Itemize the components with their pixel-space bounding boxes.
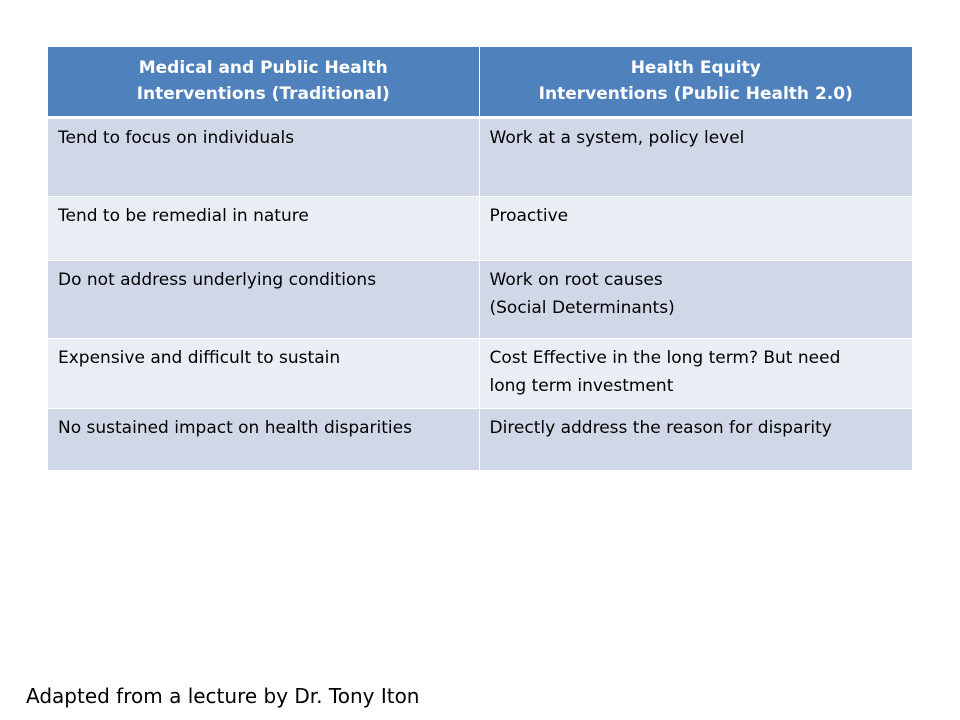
cell-text: (Social Determinants) (489, 297, 675, 318)
header-health-equity-interventions (479, 47, 912, 117)
header-line: Health Equity (630, 58, 761, 78)
table-row (48, 408, 912, 470)
cell-text: Proactive (489, 205, 569, 226)
cell-text: Cost Effective in the long term? But need (489, 347, 841, 368)
comparison-table (48, 47, 912, 470)
equity-cell (479, 260, 912, 338)
cell-text: long term investment (489, 375, 674, 396)
equity-cell (479, 117, 912, 196)
traditional-cell (48, 196, 479, 260)
traditional-cell (48, 408, 479, 470)
header-line: Medical and Public Health (138, 58, 388, 78)
equity-cell (479, 196, 912, 260)
cell-text: No sustained impact on health disparities (58, 417, 412, 438)
cell-text: Work on root causes (489, 269, 663, 290)
source-credit: Adapted from a lecture by Dr. Tony Iton (26, 684, 420, 708)
table-row (48, 338, 912, 408)
cell-text: Tend to be remedial in nature (58, 205, 309, 226)
traditional-cell (48, 338, 479, 408)
cell-text: Do not address underlying conditions (58, 269, 377, 290)
cell-text: Work at a system, policy level (489, 127, 745, 148)
table-header-row (48, 47, 912, 117)
header-line: Interventions (Traditional) (136, 84, 390, 104)
header-traditional-interventions (48, 47, 479, 117)
table-row (48, 117, 912, 196)
equity-cell (479, 338, 912, 408)
cell-text: Directly address the reason for disparity (489, 417, 832, 438)
cell-text: Expensive and difficult to sustain (58, 347, 341, 368)
table-row (48, 196, 912, 260)
cell-text: Tend to focus on individuals (58, 127, 295, 148)
header-line: Interventions (Public Health 2.0) (538, 84, 853, 104)
table-row (48, 260, 912, 338)
traditional-cell (48, 117, 479, 196)
traditional-cell (48, 260, 479, 338)
equity-cell (479, 408, 912, 470)
